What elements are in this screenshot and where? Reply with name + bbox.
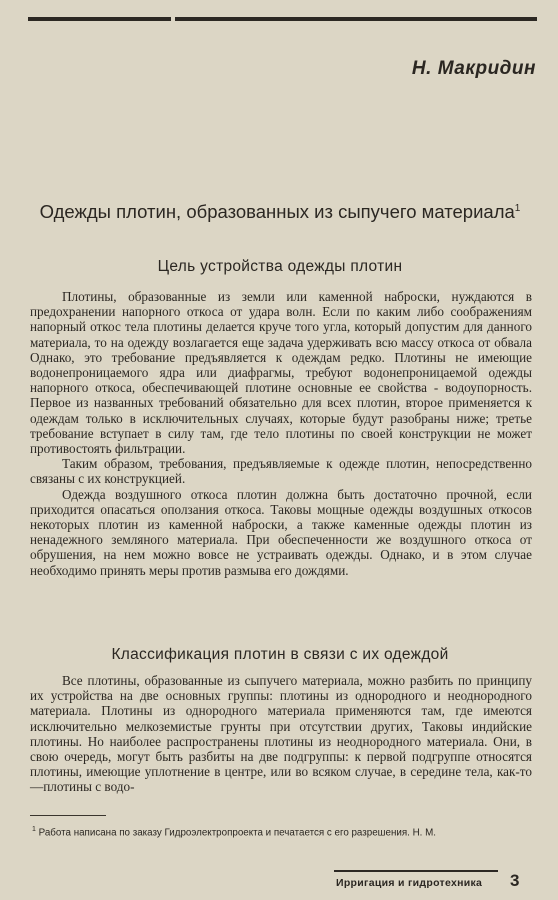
section-body-classification [30,673,532,795]
paragraph: Одежда воздушного откоса плотин должна быть достаточно прочной, если приходится опасаться оползания откоса. Таковы мощные одежды воздушных откосов некоторых плотин из каменной наброски, а также каменные одежды плотин из ненадежного земляного материала. При обеспеченности же воздушного откоса от обрушения, на нем можно вовсе не устраивать одежды. Однако, и в этом случае необходимо принять меры против размыва его дождями. [30,486,532,578]
footer-rule [334,870,498,872]
paragraph: Все плотины, образованные из сыпучего материала, можно разбить по принципу их устройства на две основных группы: плотины из однородного и неоднородного материала. Плотины из однородного материала применяются там, где имеются исключительно мелкоземистые грунты при отсутствии других, Таковы индийские плотины. Но наиболее распространены плотины из неоднородного материала. Они, в свою очередь, могут быть разбиты на две подгруппы: к первой подгруппе относятся плотины, имеющие уплотнение в центре, или во всяком случае, в середине тела, как-то—плотины с водо- [30,673,532,795]
section-heading-classification: Классификация плотин в связи с их одеждой [111,646,449,663]
section-heading-purpose: Цель устройства одежды плотин [157,258,403,275]
header-rule-left [28,17,171,21]
footnote-rule [30,815,106,816]
article-title [30,196,530,224]
section-body-purpose [30,289,532,578]
footnote-marker: 1 [32,826,36,833]
article-title-text: Одежды плотин, образованных из сыпучего материала [39,201,515,223]
paragraph: Плотины, образованные из земли или каменной наброски, нуждаются в предохранении напорного откоса от удара волн. Если по каким либо соображениям напорный откос тела плотины делается круче того угла, который допустим для данного материала, то на одежду возлагается еще задача удерживать всю массу откоса от обвала Однако, это требование предъявляется к одеждам редко. Плотины не имеющие водонепроницаемого ядра или диафрагмы, требуют водонепроницаемой одежды напорного откоса, обеспечивающей плотине основные ее свойства - водоупорность. Первое из названных требований обязательно для всех плотин, второе применяется к одеждам только в исключительных случаях, которые будут разобраны ниже; третье требование вступает в силу там, где тело плотины по своей конструкции не может противостоять фильтрации. [30,289,532,457]
author-name: Н. Макридин [411,58,536,79]
running-footer: Ирригация и гидротехника [336,877,483,889]
footnote-text: Работа написана по заказу Гидроэлектропроекта и печатается с его разрешения. Н. М. [38,827,437,839]
footnote [32,823,532,839]
page-number: 3 [510,871,520,890]
header-rule-right [175,17,537,21]
paragraph: Таким образом, требования, предъявляемые к одежде плотин, непосредственно связаны с их конструкцией. [30,456,532,487]
title-footnote-marker: 1 [514,203,521,214]
